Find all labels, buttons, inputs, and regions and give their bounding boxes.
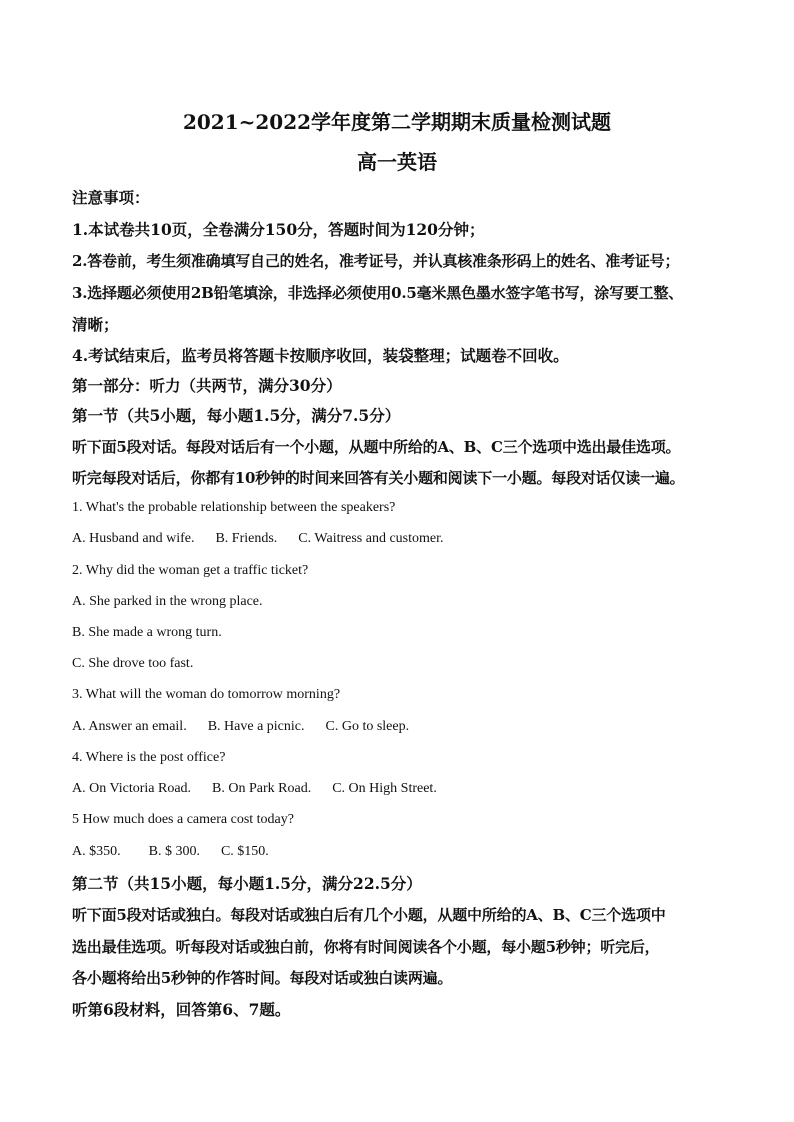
question-option: C. She drove too fast. [72,656,194,671]
section2-instruction: 各小题将给出5秒钟的作答时间。每段对话或独白读两遍。 [72,969,453,987]
question-stem: 5 How much does a camera cost today? [72,812,294,827]
notice-item: 3.选择题必须使用2B铅笔填涂，非选择必须使用0.5毫米黑色墨水签字笔书写，涂写要工整、 [72,284,684,302]
question-stem: 3. What will the woman do tomorrow morning? [72,687,341,702]
section1-instruction: 听完每段对话后，你都有10秒钟的时间来回答有关小题和阅读下一小题。每段对话仅读一遍。 [72,469,685,487]
question-options: A. Answer an email. B. Have a picnic. C. Go to sleep. [72,719,410,734]
notice-item: 2.答卷前，考生须准确填写自己的姓名，准考证号，并认真核准条形码上的姓名、准考证号； [72,252,680,270]
passage6-heading: 听第6段材料，回答第6、7题。 [72,1000,291,1019]
notice-item: 4.考试结束后，监考员将答题卡按顺序收回，装袋整理；试题卷不回收。 [72,346,569,365]
section1-instruction: 听下面5段对话。每段对话后有一个小题，从题中所给的A、B、C三个选项中选出最佳选项。 [72,438,681,456]
exam-subtitle: 高一英语 [357,150,437,174]
question-options: A. On Victoria Road. B. On Park Road. C. On High Street. [72,781,437,796]
notice-heading: 注意事项： [72,188,150,207]
section2-instruction: 听下面5段对话或独白。每段对话或独白后有几个小题，从题中所给的A、B、C三个选项中 [72,906,666,924]
question-stem: 2. Why did the woman get a traffic ticket? [72,563,309,578]
part1-heading: 第一部分：听力（共两节，满分30分） [72,376,342,395]
notice-item: 清晰； [72,315,119,334]
section2-heading: 第二节（共15小题，每小题1.5分，满分22.5分） [72,874,422,893]
question-option: A. She parked in the wrong place. [72,594,263,609]
section2-instruction: 选出最佳选项。听每段对话或独白前，你将有时间阅读各个小题，每小题5秒钟；听完后， [72,938,660,956]
question-options: A. Husband and wife. B. Friends. C. Waitress and customer. [72,531,444,546]
question-stem: 1. What's the probable relationship between the speakers? [72,500,396,515]
exam-title: 2021~2022学年度第二学期期末质量检测试题 [182,110,612,134]
question-stem: 4. Where is the post office? [72,750,226,765]
section1-heading: 第一节（共5小题，每小题1.5分，满分7.5分） [72,406,401,425]
question-option: B. She made a wrong turn. [72,625,222,640]
notice-item: 1.本试卷共10页，全卷满分150分，答题时间为120分钟； [72,220,485,239]
question-options: A. $350. B. $ 300. C. $150. [72,844,269,859]
